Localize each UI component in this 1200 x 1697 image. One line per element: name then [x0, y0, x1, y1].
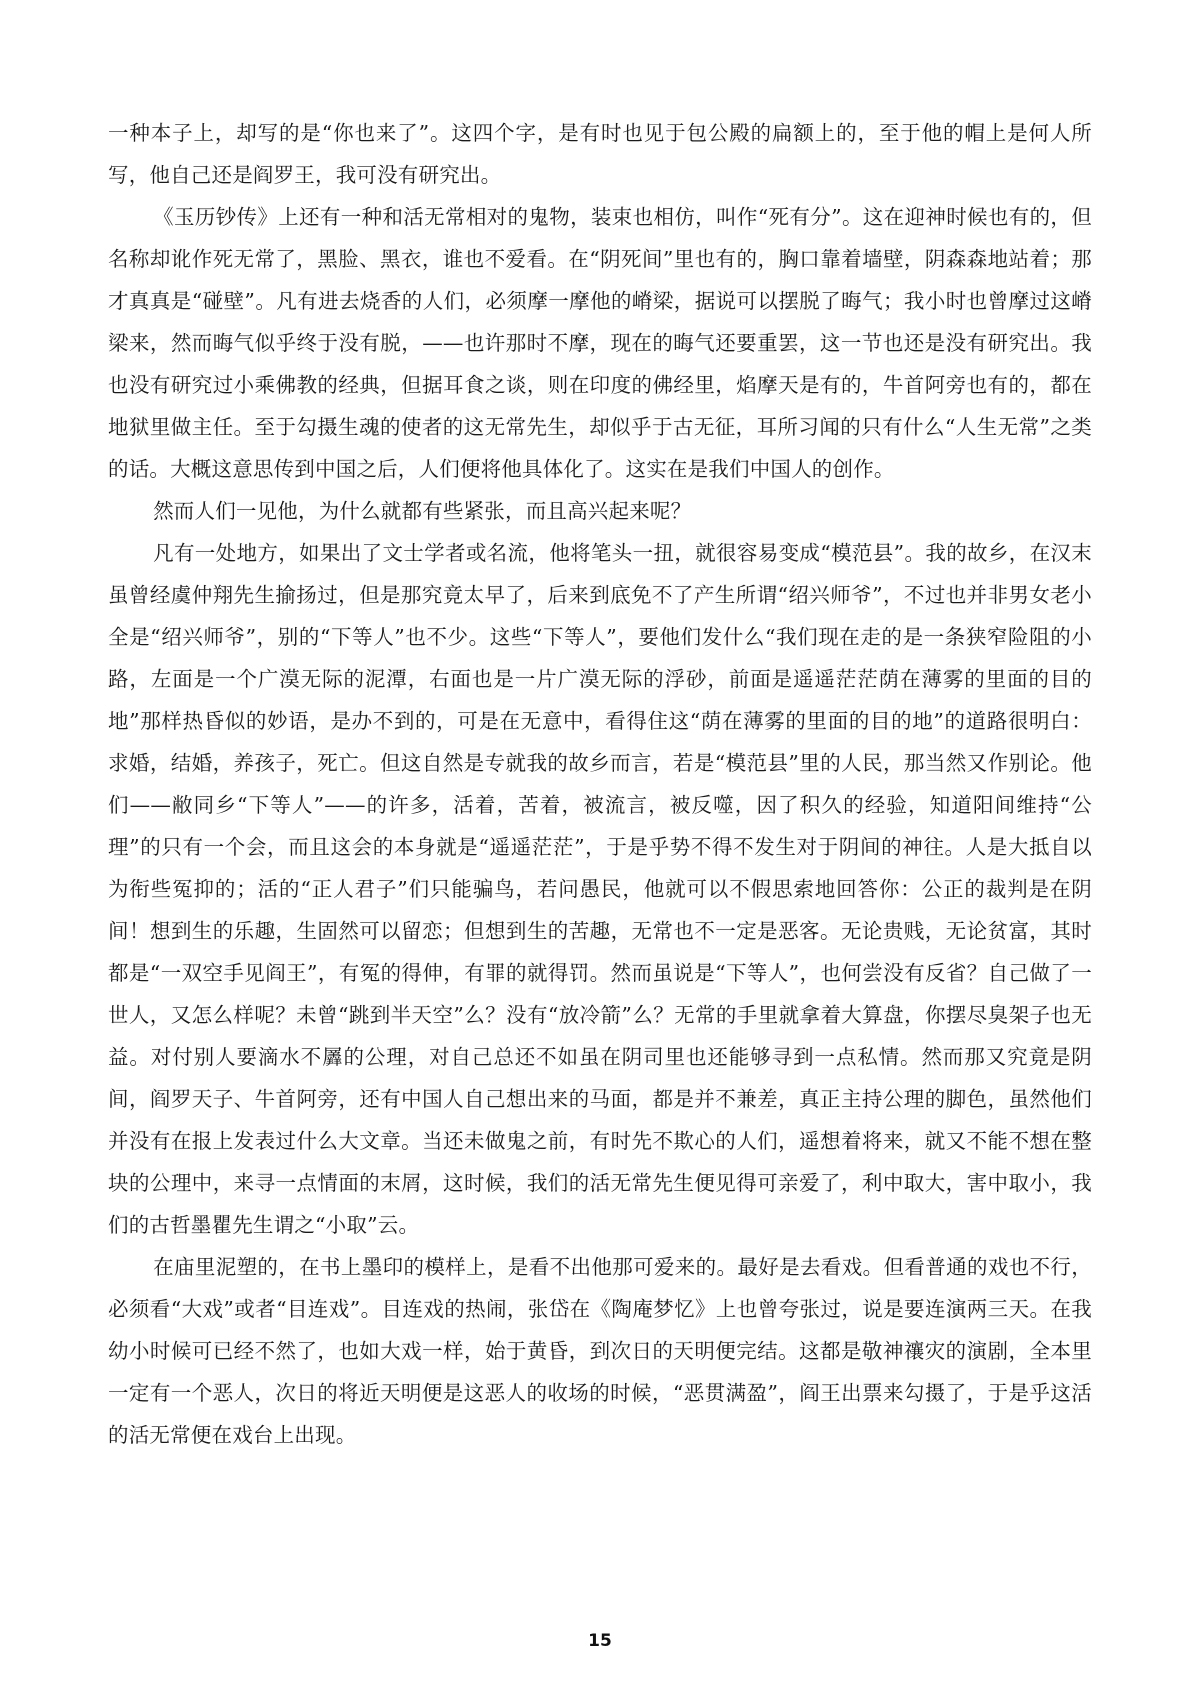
paragraph: 在庙里泥塑的，在书上墨印的模样上，是看不出他那可爱来的。最好是去看戏。但看普通的戏也不行，必须看“大戏”或者“目连戏”。目连戏的热闹，张岱在《陶庵梦忆》上也曾夸张过，说是要连演两三天。在我幼小时候可已经不然了，也如大戏一样，始于黄昏，到次日的天明便完结。这都是敬神禳灾的演剧，全本里一定有一个恶人，次日的将近天明便是这恶人的收场的时候，“恶贯满盈”，阎王出票来勾摄了，于是乎这活的活无常便在戏台上出现。 — [108, 1255, 1092, 1447]
page-body — [108, 112, 1092, 1456]
paragraph: 凡有一处地方，如果出了文士学者或名流，他将笔头一扭，就很容易变成“模范县”。我的故乡，在汉末虽曾经虞仲翔先生揄扬过，但是那究竟太早了，后来到底免不了产生所谓“绍兴师爷”，不过也并非男女老小全是“绍兴师爷”，别的“下等人”也不少。这些“下等人”，要他们发什么“我们现在走的是一条狭窄险阻的小路，左面是一个广漠无际的泥潭，右面也是一片广漠无际的浮砂，前面是遥遥茫茫荫在薄雾的里面的目的地”那样热昏似的妙语，是办不到的，可是在无意中，看得住这“荫在薄雾的里面的目的地”的道路很明白：求婚，结婚，养孩子，死亡。但这自然是专就我的故乡而言，若是“模范县”里的人民，那当然又作别论。他们——敝同乡“下等人”——的许多，活着，苦着，被流言，被反噬，因了积久的经验，知道阳间维持“公理”的只有一个会，而且这会的本身就是“遥遥茫茫”，于是乎势不得不发生对于阴间的神往。人是大抵自以为衔些冤抑的；活的“正人君子”们只能骗鸟，若问愚民，他就可以不假思索地回答你：公正的裁判是在阴间！想到生的乐趣，生固然可以留恋；但想到生的苦趣，无常也不一定是恶客。无论贵贱，无论贫富，其时都是“一双空手见阎王”，有冤的得伸，有罪的就得罚。然而虽说是“下等人”，也何尝没有反省？自己做了一世人，又怎么样呢？未曾“跳到半天空”么？没有“放冷箭”么？无常的手里就拿着大算盘，你摆尽臭架子也无益。对付别人要滴水不羼的公理，对自己总还不如虽在阴司里也还能够寻到一点私情。然而那又究竟是阴间，阎罗天子、牛首阿旁，还有中国人自己想出来的马面，都是并不兼差，真正主持公理的脚色，虽然他们并没有在报上发表过什么大文章。当还未做鬼之前，有时先不欺心的人们，遥想着将来，就又不能不想在整块的公理中，来寻一点情面的末屑，这时候，我们的活无常先生便见得可亲爱了，利中取大，害中取小，我们的古哲墨瞿先生谓之“小取”云。 — [108, 541, 1092, 1237]
paragraph: 然而人们一见他，为什么就都有些紧张，而且高兴起来呢？ — [153, 499, 692, 523]
paragraph: 一种本子上，却写的是“你也来了”。这四个字，是有时也见于包公殿的扁额上的，至于他的帽上是何人所写，他自己还是阎罗王，我可没有研究出。 — [108, 121, 1092, 187]
paragraph: 《玉历钞传》上还有一种和活无常相对的鬼物，装束也相仿，叫作“死有分”。这在迎神时候也有的，但名称却讹作死无常了，黑脸、黑衣，谁也不爱看。在“阴死间”里也有的，胸口靠着墙壁，阴森森地站着；那才真真是“碰壁”。凡有进去烧香的人们，必须摩一摩他的嵴梁，据说可以摆脱了晦气；我小时也曾摩过这嵴梁来，然而晦气似乎终于没有脱，——也许那时不摩，现在的晦气还要重罢，这一节也还是没有研究出。我也没有研究过小乘佛教的经典，但据耳食之谈，则在印度的佛经里，焰摩天是有的，牛首阿旁也有的，都在地狱里做主任。至于勾摄生魂的使者的这无常先生，却似乎于古无征，耳所习闻的只有什么“人生无常”之类的话。大概这意思传到中国之后，人们便将他具体化了。这实在是我们中国人的创作。 — [108, 205, 1092, 481]
page-number: 15 — [588, 1631, 612, 1651]
